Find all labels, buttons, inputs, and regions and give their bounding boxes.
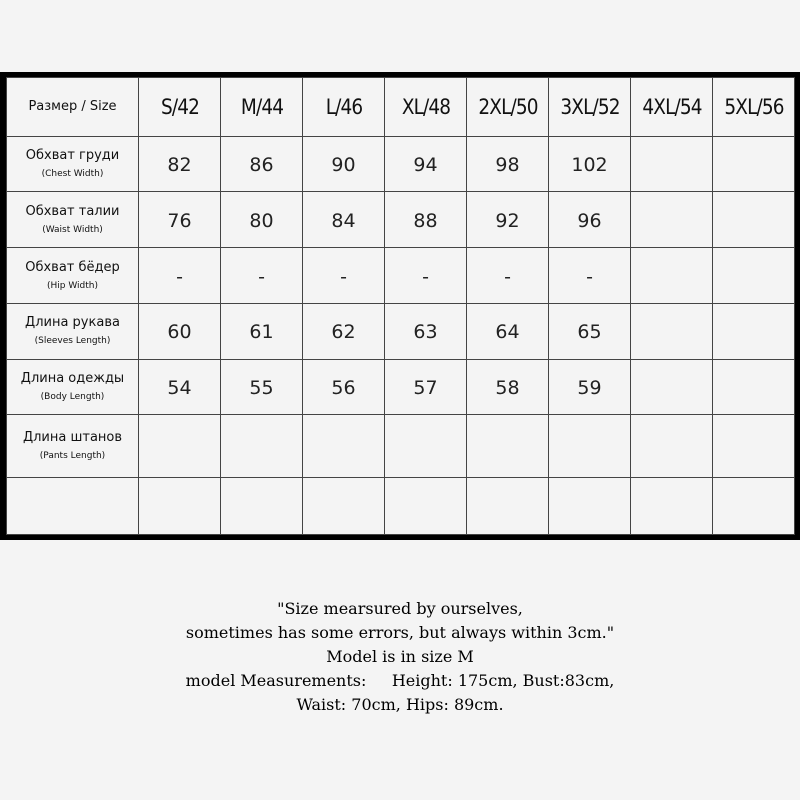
measurement-value: 64 — [495, 321, 520, 344]
measurement-value: - — [422, 265, 429, 288]
size-column-header: L/46 — [307, 78, 379, 137]
measurement-note — [0, 597, 800, 717]
measurement-value-cell — [303, 136, 385, 192]
measurement-label-ru: Длина штанов — [22, 430, 123, 446]
table-row — [7, 303, 795, 359]
measurement-value: 96 — [577, 209, 602, 232]
measurement-value-cell — [221, 303, 303, 359]
measurement-value: 60 — [167, 321, 192, 344]
measurement-label-ru: Обхват талии — [25, 203, 120, 219]
measurement-value-cell — [385, 478, 467, 535]
table-row — [7, 415, 795, 478]
measurement-value: 88 — [413, 209, 438, 232]
measurement-value: 94 — [413, 154, 438, 177]
measurement-value: 65 — [577, 321, 602, 344]
measurement-value-cell — [713, 248, 795, 304]
note-line: Waist: 70cm, Hips: 89cm. — [296, 695, 504, 714]
note-line: model Measurements: Height: 175cm, Bust:83cm, — [185, 671, 615, 690]
measurement-value: - — [504, 265, 511, 288]
measurement-label — [7, 136, 139, 192]
measurement-value-cell — [713, 359, 795, 415]
size-header-label: Размер / Size — [7, 78, 139, 137]
measurement-value: 61 — [249, 321, 274, 344]
measurement-value: - — [340, 265, 347, 288]
measurement-label — [7, 415, 139, 478]
measurement-label-en: (Hip Width) — [46, 280, 98, 291]
size-chart-table — [6, 77, 795, 535]
measurement-value-cell — [713, 192, 795, 248]
measurement-value: 102 — [571, 154, 608, 177]
measurement-value-cell — [467, 303, 549, 359]
measurement-value: 58 — [495, 377, 520, 399]
measurement-label-en: (Waist Width) — [42, 224, 103, 235]
measurement-value: 57 — [413, 377, 438, 399]
measurement-value-cell — [385, 415, 467, 478]
measurement-value-cell — [221, 415, 303, 478]
measurement-label-ru: Обхват груди — [25, 148, 120, 164]
measurement-value: - — [258, 265, 265, 288]
measurement-label — [7, 359, 139, 415]
measurement-value: 59 — [577, 377, 602, 399]
size-chart-frame — [0, 72, 800, 540]
measurement-label-en: (Body Length) — [40, 392, 105, 402]
measurement-value: 86 — [249, 154, 274, 177]
measurement-value-cell — [139, 415, 221, 478]
measurement-value-cell — [467, 359, 549, 415]
measurement-value-cell — [303, 248, 385, 304]
size-column-header: 3XL/52 — [553, 78, 625, 137]
measurement-value-cell — [139, 359, 221, 415]
measurement-value-cell — [385, 303, 467, 359]
size-column-header: M/44 — [225, 78, 297, 137]
measurement-value-cell — [549, 248, 631, 304]
measurement-value-cell — [139, 478, 221, 535]
table-row — [7, 136, 795, 192]
measurement-value: 63 — [413, 321, 438, 344]
measurement-value-cell — [221, 136, 303, 192]
measurement-value: 55 — [249, 377, 274, 399]
measurement-value-cell — [713, 415, 795, 478]
measurement-value-cell — [221, 192, 303, 248]
measurement-value-cell — [385, 359, 467, 415]
size-column-header: XL/48 — [389, 78, 461, 137]
measurement-value-cell — [221, 248, 303, 304]
measurement-value: 90 — [331, 154, 356, 177]
measurement-value-cell — [631, 192, 713, 248]
measurement-label-ru: Длина рукава — [25, 315, 120, 331]
measurement-value-cell — [549, 478, 631, 535]
measurement-value-cell — [549, 192, 631, 248]
measurement-label — [7, 192, 139, 248]
measurement-value: 98 — [495, 154, 520, 177]
note-line: "Size mearsured by ourselves, — [277, 599, 523, 618]
measurement-value: 54 — [167, 377, 192, 399]
measurement-value-cell — [139, 192, 221, 248]
measurement-label-en: (Sleeves Length) — [34, 336, 111, 347]
measurement-value-cell — [631, 136, 713, 192]
measurement-value: 76 — [167, 209, 192, 232]
measurement-value: 84 — [331, 209, 356, 232]
measurement-label — [7, 478, 139, 535]
measurement-value-cell — [467, 248, 549, 304]
measurement-value-cell — [549, 359, 631, 415]
measurement-value-cell — [713, 136, 795, 192]
measurement-value-cell — [713, 303, 795, 359]
measurement-label-ru: Обхват бёдер — [25, 259, 120, 275]
measurement-value: 80 — [249, 209, 274, 232]
measurement-label-ru: Длина одежды — [20, 371, 125, 386]
measurement-value-cell — [303, 303, 385, 359]
measurement-value-cell — [385, 192, 467, 248]
measurement-value: - — [586, 265, 593, 288]
table-row — [7, 248, 795, 304]
measurement-value: - — [176, 265, 183, 288]
measurement-value-cell — [467, 415, 549, 478]
measurement-value-cell — [221, 359, 303, 415]
measurement-value-cell — [385, 248, 467, 304]
measurement-value-cell — [549, 415, 631, 478]
measurement-value-cell — [549, 136, 631, 192]
measurement-label-en: (Chest Width) — [41, 169, 104, 180]
measurement-value-cell — [631, 248, 713, 304]
measurement-value-cell — [303, 359, 385, 415]
measurement-value-cell — [221, 478, 303, 535]
measurement-value-cell — [631, 359, 713, 415]
measurement-value-cell — [303, 192, 385, 248]
measurement-value: 56 — [331, 377, 356, 399]
measurement-value-cell — [467, 192, 549, 248]
measurement-value-cell — [631, 415, 713, 478]
measurement-value-cell — [549, 303, 631, 359]
measurement-value-cell — [631, 478, 713, 535]
measurement-value-cell — [139, 248, 221, 304]
measurement-label-en: (Pants Length) — [39, 451, 106, 462]
measurement-value-cell — [303, 478, 385, 535]
size-column-header: 2XL/50 — [471, 78, 543, 137]
note-line: Model is in size M — [326, 647, 474, 666]
table-row — [7, 192, 795, 248]
header-row — [7, 78, 795, 137]
size-column-header: 4XL/54 — [635, 78, 707, 137]
measurement-label — [7, 303, 139, 359]
measurement-value-cell — [303, 415, 385, 478]
measurement-value-cell — [139, 303, 221, 359]
table-row — [7, 359, 795, 415]
size-column-header: S/42 — [143, 78, 215, 137]
measurement-value-cell — [467, 478, 549, 535]
measurement-value: 62 — [331, 321, 356, 344]
measurement-value: 82 — [167, 154, 192, 177]
measurement-value-cell — [467, 136, 549, 192]
measurement-value-cell — [713, 478, 795, 535]
measurement-value-cell — [631, 303, 713, 359]
measurement-value-cell — [139, 136, 221, 192]
size-column-header: 5XL/56 — [717, 78, 789, 137]
table-row — [7, 478, 795, 535]
measurement-value: 92 — [495, 209, 520, 232]
measurement-value-cell — [385, 136, 467, 192]
note-line: sometimes has some errors, but always within 3cm." — [185, 623, 615, 642]
measurement-label — [7, 248, 139, 304]
